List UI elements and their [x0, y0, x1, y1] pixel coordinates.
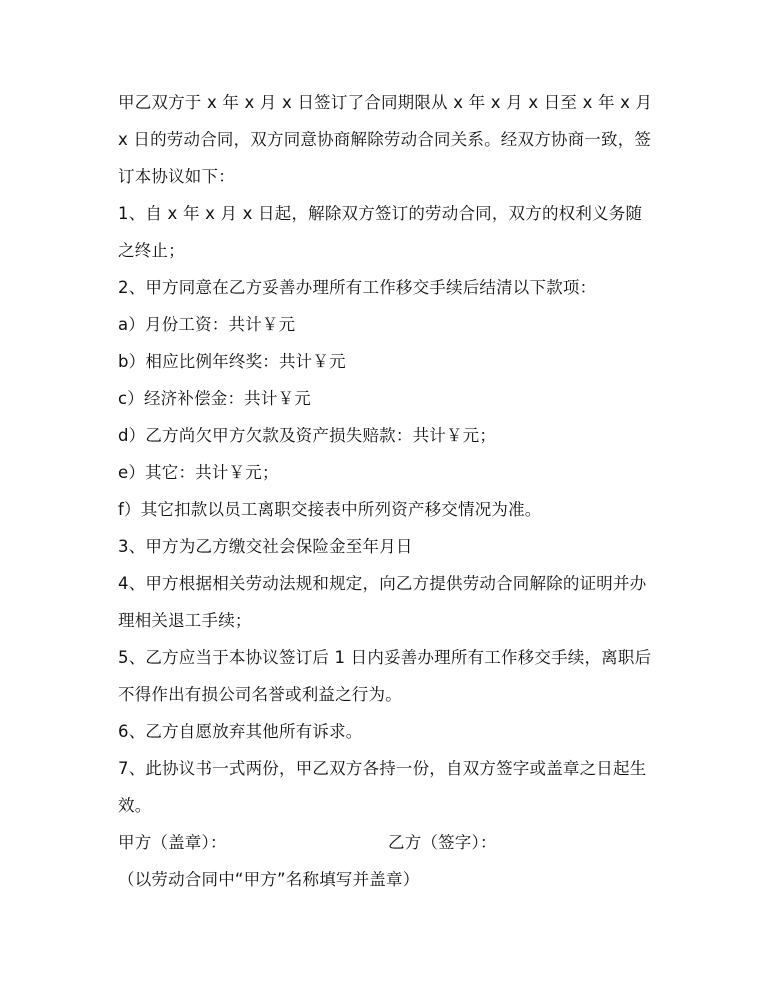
clause-2: 2、甲方同意在乙方妥善办理所有工作移交手续后结清以下款项： [118, 278, 597, 297]
party-b-signature-label: 乙方（签字）： [388, 833, 497, 852]
clause-2d: d）乙方尚欠甲方欠款及资产损失赔款：共计￥元； [118, 426, 497, 445]
clause-2e: e）其它：共计￥元； [118, 463, 279, 482]
clause-4: 4、甲方根据相关劳动法规和规定，向乙方提供劳动合同解除的证明并办理相关退工手续； [118, 574, 647, 630]
clause-6: 6、乙方自愿放弃其他所有诉求。 [118, 722, 363, 741]
clause-2b: b）相应比例年终奖：共计￥元 [118, 352, 346, 371]
signature-note: （以劳动合同中“甲方”名称填写并盖章） [118, 870, 420, 889]
agreement-body [118, 84, 658, 898]
party-a-signature-label: 甲方（盖章）： [118, 833, 227, 852]
intro-paragraph: 甲乙双方于 x 年 x 月 x 日签订了合同期限从 x 年 x 月 x 日至 x 年 x 月 x 日的劳动合同，双方同意协商解除劳动合同关系。经双方协商一致，签订本协议如下： [118, 93, 658, 186]
clause-3: 3、甲方为乙方缴交社会保险金至年月日 [118, 537, 413, 556]
signature-row [118, 824, 658, 861]
clause-2c: c）经济补偿金：共计￥元 [118, 389, 311, 408]
clause-2a: a）月份工资：共计￥元 [118, 315, 296, 334]
clause-1: 1、自 x 年 x 月 x 日起，解除双方签订的劳动合同，双方的权利义务随之终止； [118, 204, 643, 260]
clause-7: 7、此协议书一式两份，甲乙双方各持一份，自双方签字或盖章之日起生效。 [118, 759, 647, 815]
clause-2f: f）其它扣款以员工离职交接表中所列资产移交情况为准。 [118, 500, 542, 519]
clause-5: 5、乙方应当于本协议签订后 1 日内妥善办理所有工作移交手续，离职后不得作出有损公司名誉或利益之行为。 [118, 648, 652, 704]
